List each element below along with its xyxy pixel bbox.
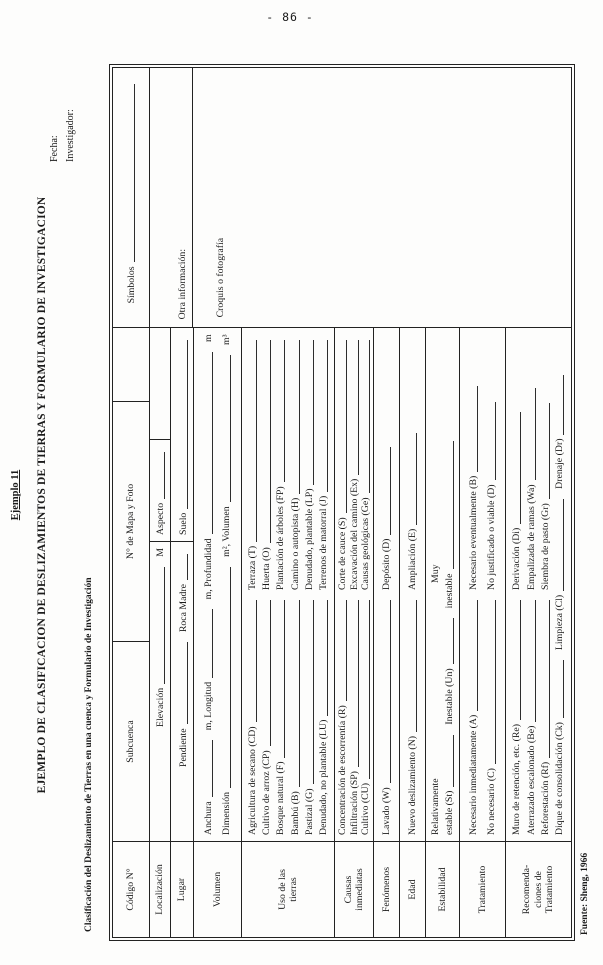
label-localizacion: Localización (150, 841, 170, 937)
simbolos-label: Símbolos (125, 266, 137, 304)
blank-line (248, 340, 257, 541)
blank-line (408, 433, 417, 525)
blank-line (555, 499, 564, 591)
volumen-fields (194, 328, 241, 841)
field-empalizada-ramas: Empalizada de ramas (Wa) (526, 334, 537, 590)
label-lugar: Lugar (171, 841, 193, 937)
field-infiltracion: Infiltración (SP) (349, 590, 360, 835)
unit-m3: m³ (221, 334, 232, 345)
recomendaciones-grid (508, 334, 554, 835)
blank-line (512, 412, 521, 524)
blank-line (350, 600, 359, 767)
field-camino-autopista: Camino o autopista (H) (290, 334, 301, 590)
blank-line (527, 600, 536, 722)
label-volumen: Volumen (194, 841, 241, 937)
blank-line (382, 447, 391, 535)
row-estabilidad (426, 328, 460, 937)
blank-line (305, 600, 314, 784)
row2-empty-cell (150, 328, 170, 439)
field-huerta: Huerta (O) (261, 334, 272, 590)
blank-line (179, 642, 188, 724)
edad-fields (400, 328, 425, 841)
blank-line (350, 340, 359, 474)
field-aspecto (150, 439, 170, 541)
blank-line (126, 84, 135, 262)
causas-left-column (337, 590, 371, 835)
tratamiento-fields (460, 328, 505, 841)
blank-line (291, 340, 300, 493)
header-cell-subcuenca: Subcuenca (113, 641, 149, 841)
row-localizacion (150, 328, 171, 937)
blank-line (469, 600, 478, 711)
example-label: Ejemplo 11 (10, 469, 21, 521)
field-causas-geologicas: Causas geológicas (Ge) (360, 334, 371, 590)
field-aterrazado: Aterrazado escalonado (Be) (526, 590, 537, 835)
blank-line (469, 386, 478, 472)
field-dique-consolidacion: Dique de consolidación (Ck) (554, 722, 565, 835)
blank-line (338, 340, 347, 513)
uso-left-column (244, 590, 332, 835)
page-number: - 86 - (266, 10, 314, 24)
blank-line (262, 340, 271, 543)
blank-line (305, 340, 314, 484)
blank-line (445, 618, 454, 664)
field-muro-retencion: Muro de retención, etc. (Re) (511, 590, 522, 835)
recomendaciones-bottom-line (554, 334, 565, 835)
header-cell-empty (113, 328, 149, 401)
blank-line (541, 600, 550, 758)
blank-line (512, 600, 521, 720)
blank-line (179, 340, 188, 508)
field-deposito: Depósito (D) (381, 334, 392, 590)
row-recomendaciones (506, 328, 571, 937)
blank-line (487, 402, 496, 480)
field-limpieza: Limpieza (Cl) (554, 594, 565, 651)
fenomenos-fields (374, 328, 399, 841)
volumen-line-1 (203, 334, 214, 835)
recomendaciones-left (508, 590, 554, 835)
croquis-label: Croquis o fotografía (215, 237, 226, 318)
recomendaciones-fields (506, 328, 571, 841)
estabilidad-line-2 (444, 334, 455, 835)
field-volumen-label: m², Volumen (221, 506, 232, 557)
blank-line (361, 600, 370, 779)
blank-line (222, 567, 231, 788)
field-suelo-label: Suelo (178, 512, 189, 535)
field-corte-cauce: Corte de cauce (S) (337, 334, 348, 590)
field-aspecto-label: Aspecto (155, 502, 166, 535)
blank-line (319, 340, 328, 491)
field-terraza: Terraza (T) (247, 334, 258, 590)
field-plantacion-arboles: Plantación de árboles (FP) (275, 334, 286, 590)
field-necesario-inmediatamente: Necesario inmediatamente (A) (468, 590, 479, 835)
field-cultivo: Cultivo (CU) (360, 590, 371, 835)
header-row (113, 328, 150, 937)
field-concentracion-escorrentia: Concentración de escorrentía (R) (337, 590, 348, 835)
field-dimension-label: Dimensión (221, 792, 232, 835)
field-longitud-label: m, Longitud (203, 681, 214, 731)
unit-m: M (155, 548, 166, 557)
blank-line (248, 600, 257, 722)
field-profundidad-label: m, Profundidad (203, 538, 214, 600)
header-cell-mapa-foto: N° de Mapa y Foto (113, 401, 149, 641)
blank-line (262, 600, 271, 746)
blank-line (555, 660, 564, 718)
row-causas (335, 328, 374, 937)
doc-subtitle: Clasificación del Deslizamiento de Tierras en una cuenca y Formulario de Investigación (84, 577, 94, 932)
investigador-label: Investigador: (65, 109, 76, 162)
uso-right-column (244, 334, 332, 590)
form-right-column (113, 68, 571, 328)
field-anchura-label: Anchura (203, 801, 214, 835)
blank-line (179, 554, 188, 580)
blank-line (204, 609, 213, 677)
blank-line (361, 340, 370, 493)
field-muy: Muy (430, 564, 442, 583)
blank-line (156, 452, 165, 499)
field-lavado: Lavado (W) (381, 590, 392, 835)
field-reforestacion: Reforestación (Rf) (540, 590, 551, 835)
blank-line (555, 375, 564, 435)
doc-title: EJEMPLO DE CLASIFICACION DE DESLIZAMIENTOS DE TIERRAS Y FORMULARIO DE INVESTIGACION (36, 196, 48, 794)
blank-line (487, 600, 496, 764)
field-agricultura-secano: Agricultura de secano (CD) (247, 590, 258, 835)
unit-m: m (203, 334, 214, 343)
fecha-label: Fecha: (49, 135, 60, 162)
field-nuevo-deslizamiento: Nuevo deslizamiento (N) (407, 590, 418, 835)
field-roca-madre-label: Roca Madre (178, 584, 189, 633)
blank-line (276, 600, 285, 758)
fenomenos-right (376, 334, 397, 590)
field-pastizal: Pastizal (G) (304, 590, 315, 835)
rotated-form-area (0, 25, 600, 965)
field-no-justificado: No justificado o viable (D) (486, 334, 497, 590)
causas-fields (335, 328, 373, 841)
header-cell-simbolos (113, 68, 150, 327)
field-elevacion (150, 541, 170, 841)
field-suelo (171, 328, 193, 541)
field-siembra-pasto: Siembra de pasto (Gr) (540, 334, 551, 590)
label-causas: Causas inmediatas (335, 841, 373, 937)
field-muy-inestable: inestable (443, 573, 455, 609)
blank-line (338, 600, 347, 701)
field-drenaje: Drenaje (Dr) (554, 438, 565, 489)
field-pendiente-roca (171, 541, 193, 841)
recomendaciones-right (508, 334, 554, 590)
label-edad: Edad (400, 841, 425, 937)
estabilidad-fields (426, 328, 459, 841)
row-edad (400, 328, 426, 937)
otra-informacion-cell (150, 68, 193, 327)
fenomenos-left (376, 590, 397, 835)
row-uso-tierras (242, 328, 335, 937)
croquis-cell (193, 68, 571, 327)
classification-form-table (112, 67, 572, 938)
field-bambu: Bambú (B) (290, 590, 301, 835)
field-necesario-eventualmente: Necesario eventualmente (B) (468, 334, 479, 590)
source-note: Fuente: Sheng, 1966 (580, 852, 590, 935)
otra-informacion-label: Otra información: (177, 248, 188, 320)
blank-line (222, 355, 231, 502)
field-bosque-natural: Bosque natural (F) (275, 590, 286, 835)
field-ampliacion: Ampliación (E) (407, 334, 418, 590)
blank-line (156, 567, 165, 684)
blank-line (276, 340, 285, 482)
edad-right (402, 334, 423, 590)
field-denudado-no-plantable: Denudado, no plantable (LU) (318, 590, 329, 835)
row-tratamiento (460, 328, 506, 937)
edad-left (402, 590, 423, 835)
label-recomendaciones: Recomenda- ciones de Tratamiento (506, 841, 571, 937)
label-uso-tierras: Uso de las tierras (242, 841, 334, 937)
field-pendiente-label: Pendiente (178, 728, 189, 767)
field-denudado-plantable: Denudado, plantable (LP) (304, 334, 315, 590)
header-cell-codigo: Código N° (113, 841, 149, 937)
blank-line (408, 600, 417, 732)
field-estable: estable (St) (443, 790, 455, 835)
field-excavacion-camino: Excavación del camino (Ex) (349, 334, 360, 590)
blank-line (204, 352, 213, 534)
field-derivacion: Derivación (Di) (511, 334, 522, 590)
row-fenomenos (374, 328, 400, 937)
meta-block (47, 109, 79, 162)
causas-right-column (337, 334, 371, 590)
uso-tierras-fields (242, 328, 334, 841)
blank-line (445, 735, 454, 787)
tratamiento-left (462, 590, 503, 835)
blank-line (527, 388, 536, 480)
row-lugar (171, 328, 194, 937)
row-volumen (194, 328, 242, 937)
field-elevacion-label: Elevación (155, 687, 166, 727)
blank-line (541, 403, 550, 499)
field-inestable-un: Inestable (Un) (443, 668, 455, 725)
volumen-line-2 (221, 334, 232, 835)
label-tratamiento: Tratamiento (460, 841, 505, 937)
field-relativamente: Relativamente (430, 778, 442, 835)
field-cultivo-arroz: Cultivo de arroz (CP) (261, 590, 272, 835)
blank-line (445, 442, 454, 570)
tratamiento-right (462, 334, 503, 590)
field-no-necesario: No necesario (C) (486, 590, 497, 835)
label-fenomenos: Fenómenos (374, 841, 399, 937)
blank-line (319, 600, 328, 716)
blank-line (291, 600, 300, 787)
estabilidad-line-1 (430, 334, 441, 835)
form-main-columns (113, 328, 571, 937)
field-terrenos-matorral: Terrenos de matorral (J) (318, 334, 329, 590)
label-estabilidad: Estabilidad (426, 841, 459, 937)
blank-line (204, 740, 213, 797)
blank-line (382, 600, 391, 783)
